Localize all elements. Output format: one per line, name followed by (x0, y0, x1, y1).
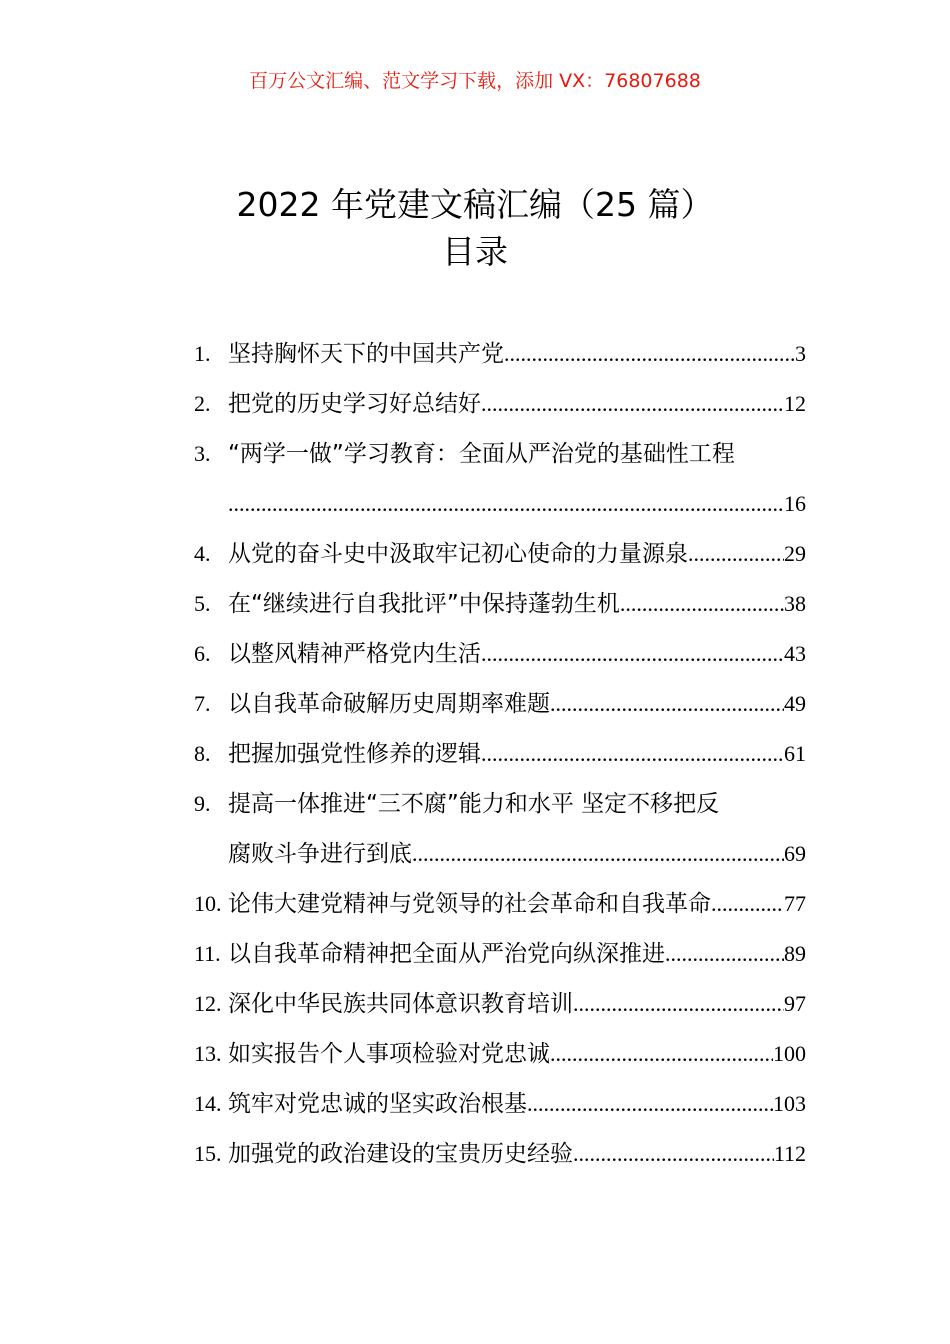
watermark-header: 百万公文汇编、范文学习下载，添加 VX：76807688 (249, 70, 701, 92)
toc-entry-page: 89 (784, 941, 806, 966)
toc-leader-dots (665, 929, 784, 979)
toc-entry-title: “两学一做”学习教育：全面从严治党的基础性工程 (228, 441, 735, 467)
toc-entry-number: 9. (194, 791, 211, 816)
toc-entry-page: 43 (784, 641, 806, 666)
toc-entry-page: 112 (773, 1141, 806, 1166)
toc-entry-number: 8. (194, 741, 211, 766)
toc-entry-number: 11. (194, 941, 221, 966)
toc-entry-number: 15. (194, 1141, 222, 1166)
toc-entry-page: 29 (784, 541, 806, 566)
toc-leader-dots (620, 579, 784, 629)
toc-entry-title-continued: 腐败斗争进行到底 (228, 841, 412, 867)
toc-entry-number: 12. (194, 991, 222, 1016)
toc-entry-page: 16 (784, 491, 806, 516)
toc-entry-title: 坚持胸怀天下的中国共产党 (228, 341, 504, 367)
toc-entry-title: 以自我革命破解历史周期率难题 (228, 691, 550, 717)
toc-entry-title: 深化中华民族共同体意识教育培训 (228, 991, 573, 1017)
toc-entry[interactable] (194, 379, 806, 429)
toc-entry[interactable] (194, 1129, 806, 1179)
toc-entry-page: 61 (784, 741, 806, 766)
toc-leader-dots (481, 629, 784, 679)
toc-entry-number: 3. (194, 441, 211, 466)
toc-entry-title: 提高一体推进“三不腐”能力和水平 坚定不移把反 (228, 791, 720, 817)
toc-leader-dots (550, 1029, 773, 1079)
toc-leader-dots (481, 379, 784, 429)
toc-leader-dots (573, 979, 784, 1029)
toc-entry[interactable] (194, 1029, 806, 1079)
toc-entry[interactable] (194, 529, 806, 579)
toc-entry[interactable] (194, 929, 806, 979)
toc-entry-title: 以整风精神严格党内生活 (228, 641, 481, 667)
toc-entry-page: 38 (784, 591, 806, 616)
toc-entry[interactable] (194, 629, 806, 679)
toc-entry-page: 12 (784, 391, 806, 416)
toc-entry-title: 把握加强党性修养的逻辑 (228, 741, 481, 767)
toc-leader-dots (412, 829, 784, 879)
toc-leader-dots (228, 479, 784, 529)
toc-entry-number: 4. (194, 541, 211, 566)
toc-entry-title: 筑牢对党忠诚的坚实政治根基 (228, 1091, 527, 1117)
toc-entry-number: 14. (194, 1091, 222, 1116)
toc-entry-number: 2. (194, 391, 211, 416)
toc-entry-number: 13. (194, 1041, 222, 1066)
toc-entry[interactable] (194, 979, 806, 1029)
toc-entry[interactable] (194, 429, 806, 529)
toc-leader-dots (504, 329, 795, 379)
toc-entry[interactable] (194, 779, 806, 879)
toc-leader-dots (550, 679, 784, 729)
toc-entry[interactable] (194, 1079, 806, 1129)
toc-entry-page: 77 (784, 891, 806, 916)
toc-leader-dots (527, 1079, 773, 1129)
toc-entry-number: 6. (194, 641, 211, 666)
toc-heading: 目录 (442, 232, 508, 271)
toc-entry-title: 把党的历史学习好总结好 (228, 391, 481, 417)
toc-entry-title: 从党的奋斗史中汲取牢记初心使命的力量源泉 (228, 541, 688, 567)
toc-entry-title: 加强党的政治建设的宝贵历史经验 (228, 1141, 573, 1167)
toc-leader-dots (711, 879, 784, 929)
toc-entry-title: 以自我革命精神把全面从严治党向纵深推进 (228, 941, 665, 967)
toc-entry-page: 97 (784, 991, 806, 1016)
toc-entry-number: 5. (194, 591, 211, 616)
toc-leader-dots (481, 729, 784, 779)
toc-entry[interactable] (194, 679, 806, 729)
document-title: 2022 年党建文稿汇编（25 篇） (236, 185, 714, 224)
toc-entry-page: 69 (784, 841, 806, 866)
table-of-contents (194, 329, 806, 1179)
toc-entry[interactable] (194, 579, 806, 629)
toc-entry-page: 103 (773, 1091, 806, 1116)
toc-entry-number: 10. (194, 891, 222, 916)
toc-entry-number: 7. (194, 691, 211, 716)
toc-entry-title: 在“继续进行自我批评”中保持蓬勃生机 (228, 591, 620, 617)
toc-leader-dots (688, 529, 784, 579)
toc-entry[interactable] (194, 879, 806, 929)
toc-entry-page: 3 (795, 341, 806, 366)
toc-leader-dots (573, 1129, 774, 1179)
toc-entry-number: 1. (194, 341, 211, 366)
toc-entry[interactable] (194, 329, 806, 379)
toc-entry-title: 如实报告个人事项检验对党忠诚 (228, 1041, 550, 1067)
toc-entry-page: 100 (773, 1041, 806, 1066)
toc-entry-page: 49 (784, 691, 806, 716)
toc-entry[interactable] (194, 729, 806, 779)
toc-entry-title: 论伟大建党精神与党领导的社会革命和自我革命 (228, 891, 711, 917)
